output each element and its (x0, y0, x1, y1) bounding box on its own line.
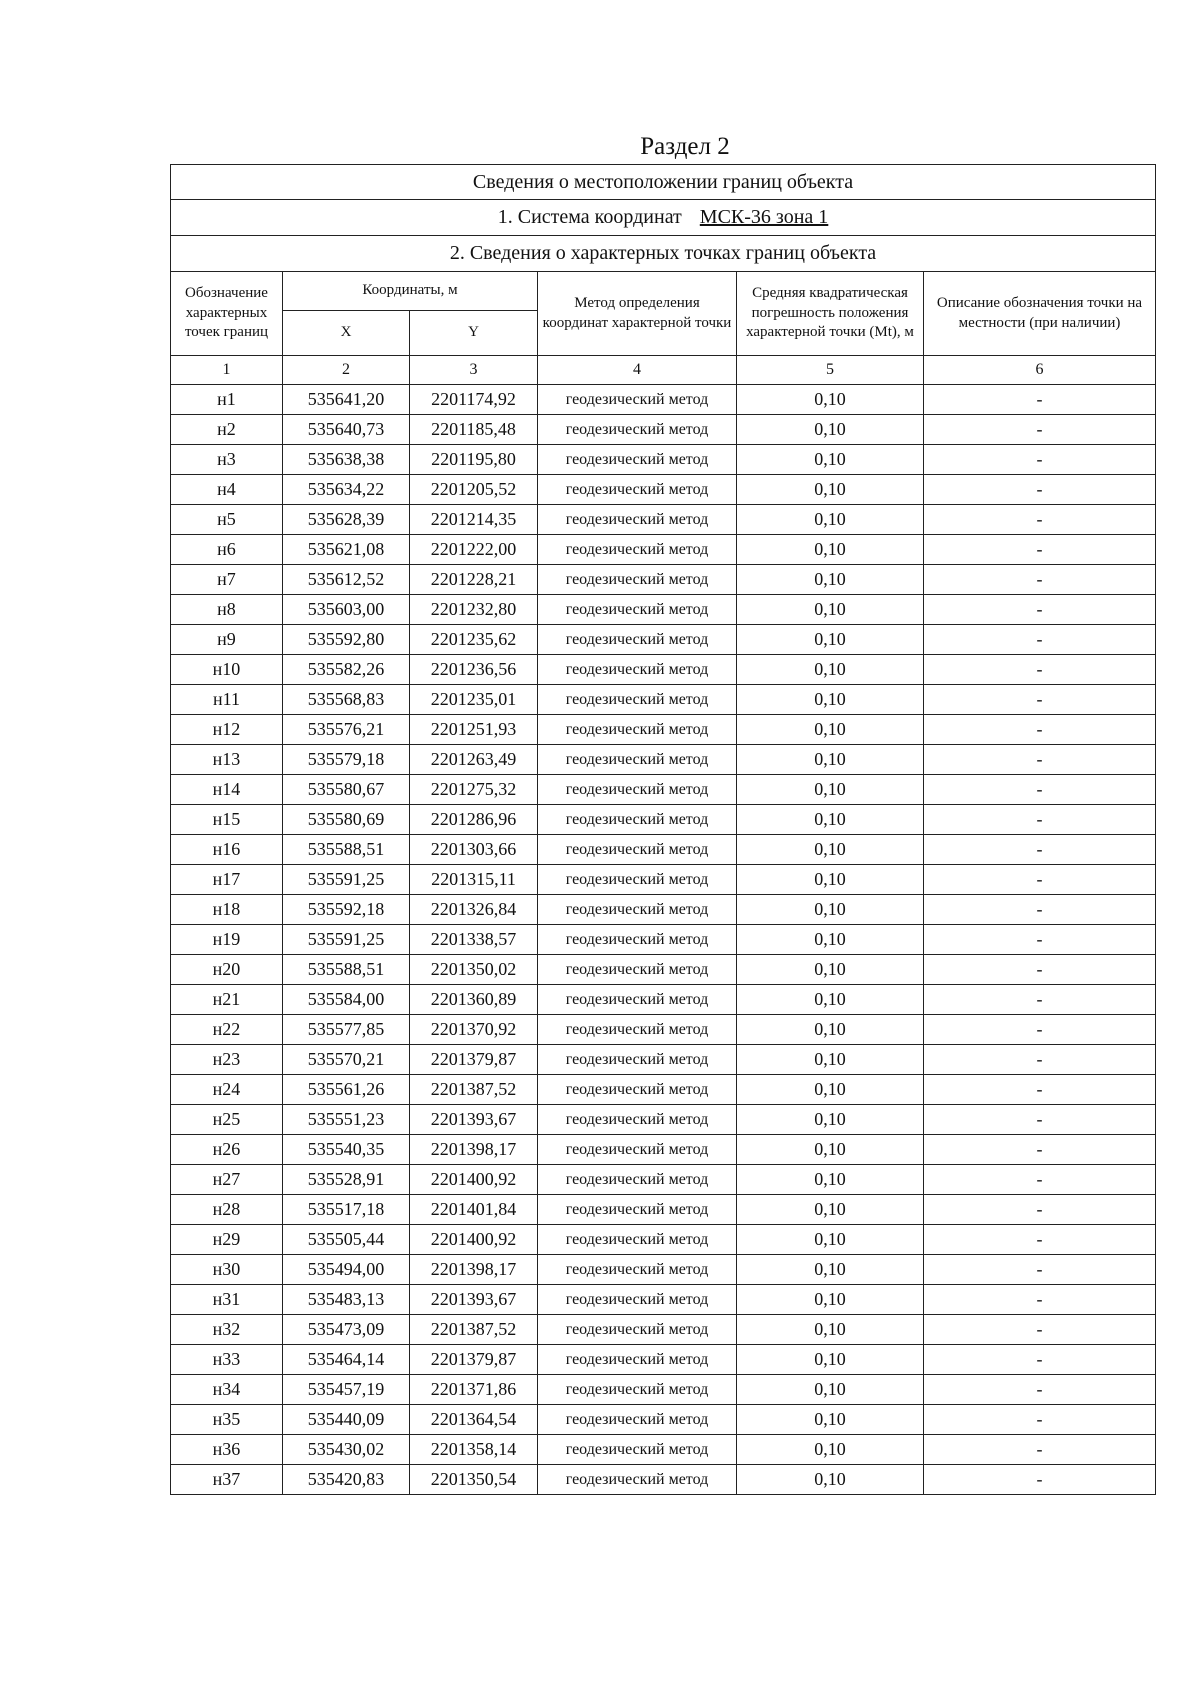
coord-y: 2201263,49 (410, 745, 538, 775)
coord-y: 2201400,92 (410, 1165, 538, 1195)
point-description: - (924, 385, 1156, 415)
coord-system-label: 1. Система координат (497, 206, 682, 228)
coord-y: 2201236,56 (410, 655, 538, 685)
point-id: н2 (171, 415, 283, 445)
table-row (171, 1165, 1156, 1195)
table-row (171, 1045, 1156, 1075)
table-row (171, 1255, 1156, 1285)
point-description: - (924, 595, 1156, 625)
table-row (171, 1225, 1156, 1255)
coord-y: 2201251,93 (410, 715, 538, 745)
point-id: н10 (171, 655, 283, 685)
coord-x: 535570,21 (283, 1045, 410, 1075)
coord-x: 535580,67 (283, 775, 410, 805)
point-id: н19 (171, 925, 283, 955)
point-id: н16 (171, 835, 283, 865)
mt-error: 0,10 (737, 1195, 924, 1225)
header-error: Средняя квадратическая погрешность положения характерной точки (Mt), м (737, 272, 924, 356)
mt-error: 0,10 (737, 895, 924, 925)
table-row (171, 1375, 1156, 1405)
mt-error: 0,10 (737, 1075, 924, 1105)
method: геодезический метод (538, 1465, 737, 1495)
table-title: Сведения о местоположении границ объекта (171, 165, 1156, 200)
point-description: - (924, 1405, 1156, 1435)
mt-error: 0,10 (737, 925, 924, 955)
mt-error: 0,10 (737, 625, 924, 655)
coord-x: 535551,23 (283, 1105, 410, 1135)
column-number: 5 (737, 356, 924, 385)
coord-y: 2201393,67 (410, 1285, 538, 1315)
mt-error: 0,10 (737, 1045, 924, 1075)
column-number: 3 (410, 356, 538, 385)
point-id: н37 (171, 1465, 283, 1495)
point-description: - (924, 1105, 1156, 1135)
coord-x: 535641,20 (283, 385, 410, 415)
coord-x: 535457,19 (283, 1375, 410, 1405)
method: геодезический метод (538, 775, 737, 805)
method: геодезический метод (538, 595, 737, 625)
mt-error: 0,10 (737, 1015, 924, 1045)
coord-y: 2201387,52 (410, 1075, 538, 1105)
mt-error: 0,10 (737, 1135, 924, 1165)
coord-x: 535640,73 (283, 415, 410, 445)
mt-error: 0,10 (737, 865, 924, 895)
coord-x: 535568,83 (283, 685, 410, 715)
method: геодезический метод (538, 1435, 737, 1465)
mt-error: 0,10 (737, 715, 924, 745)
point-description: - (924, 895, 1156, 925)
mt-error: 0,10 (737, 445, 924, 475)
mt-error: 0,10 (737, 415, 924, 445)
coord-system-row (171, 200, 1156, 236)
table-row (171, 685, 1156, 715)
mt-error: 0,10 (737, 1465, 924, 1495)
table-row (171, 1195, 1156, 1225)
coord-x: 535592,80 (283, 625, 410, 655)
coord-x: 535582,26 (283, 655, 410, 685)
coord-y: 2201338,57 (410, 925, 538, 955)
coord-y: 2201205,52 (410, 475, 538, 505)
point-id: н26 (171, 1135, 283, 1165)
point-description: - (924, 1255, 1156, 1285)
point-id: н29 (171, 1225, 283, 1255)
mt-error: 0,10 (737, 475, 924, 505)
coord-y: 2201387,52 (410, 1315, 538, 1345)
point-id: н34 (171, 1375, 283, 1405)
method: геодезический метод (538, 535, 737, 565)
table-row (171, 835, 1156, 865)
coord-x: 535579,18 (283, 745, 410, 775)
point-description: - (924, 865, 1156, 895)
point-description: - (924, 625, 1156, 655)
point-description: - (924, 1225, 1156, 1255)
header-designation: Обозначение характерных точек границ (171, 272, 283, 356)
column-number: 4 (538, 356, 737, 385)
point-id: н12 (171, 715, 283, 745)
point-id: н18 (171, 895, 283, 925)
method: геодезический метод (538, 1375, 737, 1405)
coord-x: 535483,13 (283, 1285, 410, 1315)
header-coords: Координаты, м (283, 272, 538, 311)
coord-y: 2201371,86 (410, 1375, 538, 1405)
coord-x: 535628,39 (283, 505, 410, 535)
mt-error: 0,10 (737, 985, 924, 1015)
coord-x: 535592,18 (283, 895, 410, 925)
method: геодезический метод (538, 1015, 737, 1045)
point-description: - (924, 535, 1156, 565)
method: геодезический метод (538, 865, 737, 895)
point-description: - (924, 445, 1156, 475)
coord-x: 535584,00 (283, 985, 410, 1015)
mt-error: 0,10 (737, 955, 924, 985)
method: геодезический метод (538, 835, 737, 865)
point-id: н21 (171, 985, 283, 1015)
point-id: н14 (171, 775, 283, 805)
method: геодезический метод (538, 685, 737, 715)
coord-y: 2201222,00 (410, 535, 538, 565)
column-numbers-row (171, 356, 1156, 385)
point-id: н28 (171, 1195, 283, 1225)
method: геодезический метод (538, 655, 737, 685)
mt-error: 0,10 (737, 385, 924, 415)
point-id: н6 (171, 535, 283, 565)
point-description: - (924, 925, 1156, 955)
mt-error: 0,10 (737, 1345, 924, 1375)
coord-y: 2201303,66 (410, 835, 538, 865)
coord-y: 2201326,84 (410, 895, 538, 925)
mt-error: 0,10 (737, 1105, 924, 1135)
table-row (171, 1435, 1156, 1465)
table-title-row (171, 165, 1156, 200)
column-number: 6 (924, 356, 1156, 385)
table-row (171, 805, 1156, 835)
point-id: н22 (171, 1015, 283, 1045)
point-description: - (924, 745, 1156, 775)
point-description: - (924, 805, 1156, 835)
mt-error: 0,10 (737, 595, 924, 625)
method: геодезический метод (538, 1345, 737, 1375)
coord-x: 535420,83 (283, 1465, 410, 1495)
point-description: - (924, 1075, 1156, 1105)
mt-error: 0,10 (737, 1255, 924, 1285)
method: геодезический метод (538, 1045, 737, 1075)
method: геодезический метод (538, 925, 737, 955)
method: геодезический метод (538, 955, 737, 985)
coord-y: 2201400,92 (410, 1225, 538, 1255)
coord-y: 2201360,89 (410, 985, 538, 1015)
method: геодезический метод (538, 1405, 737, 1435)
coord-x: 535634,22 (283, 475, 410, 505)
table-row (171, 505, 1156, 535)
mt-error: 0,10 (737, 685, 924, 715)
method: геодезический метод (538, 1285, 737, 1315)
method: геодезический метод (538, 1135, 737, 1165)
table-row (171, 775, 1156, 805)
coord-y: 2201401,84 (410, 1195, 538, 1225)
coord-y: 2201174,92 (410, 385, 538, 415)
table-row (171, 385, 1156, 415)
method: геодезический метод (538, 985, 737, 1015)
point-description: - (924, 1315, 1156, 1345)
header-y: Y (410, 311, 538, 356)
table-row (171, 1075, 1156, 1105)
mt-error: 0,10 (737, 1225, 924, 1255)
point-description: - (924, 1045, 1156, 1075)
table-row (171, 1315, 1156, 1345)
table-row (171, 865, 1156, 895)
method: геодезический метод (538, 385, 737, 415)
coord-y: 2201214,35 (410, 505, 538, 535)
point-id: н1 (171, 385, 283, 415)
coord-y: 2201275,32 (410, 775, 538, 805)
mt-error: 0,10 (737, 1165, 924, 1195)
table-row (171, 895, 1156, 925)
header-description: Описание обозначения точки на местности (при наличии) (924, 272, 1156, 356)
points-heading: 2. Сведения о характерных точках границ объекта (171, 236, 1156, 272)
coord-system-value: МСК-36 зона 1 (699, 206, 829, 228)
coord-y: 2201379,87 (410, 1345, 538, 1375)
point-description: - (924, 475, 1156, 505)
column-number: 1 (171, 356, 283, 385)
coord-y: 2201364,54 (410, 1405, 538, 1435)
coord-x: 535430,02 (283, 1435, 410, 1465)
point-id: н20 (171, 955, 283, 985)
point-id: н24 (171, 1075, 283, 1105)
coord-y: 2201232,80 (410, 595, 538, 625)
method: геодезический метод (538, 1165, 737, 1195)
coord-x: 535473,09 (283, 1315, 410, 1345)
point-description: - (924, 835, 1156, 865)
point-id: н32 (171, 1315, 283, 1345)
point-description: - (924, 985, 1156, 1015)
mt-error: 0,10 (737, 565, 924, 595)
coord-y: 2201398,17 (410, 1135, 538, 1165)
header-method: Метод определения координат характерной точки (538, 272, 737, 356)
table-row (171, 655, 1156, 685)
coord-x: 535580,69 (283, 805, 410, 835)
point-description: - (924, 775, 1156, 805)
table-row (171, 925, 1156, 955)
method: геодезический метод (538, 505, 737, 535)
coord-x: 535494,00 (283, 1255, 410, 1285)
mt-error: 0,10 (737, 805, 924, 835)
point-id: н25 (171, 1105, 283, 1135)
table-row (171, 955, 1156, 985)
mt-error: 0,10 (737, 1315, 924, 1345)
table-row (171, 745, 1156, 775)
point-description: - (924, 955, 1156, 985)
point-description: - (924, 1285, 1156, 1315)
coord-y: 2201358,14 (410, 1435, 538, 1465)
point-description: - (924, 1015, 1156, 1045)
header-row (171, 272, 1156, 311)
point-description: - (924, 685, 1156, 715)
point-id: н9 (171, 625, 283, 655)
coord-x: 535577,85 (283, 1015, 410, 1045)
coord-y: 2201315,11 (410, 865, 538, 895)
point-id: н35 (171, 1405, 283, 1435)
point-description: - (924, 715, 1156, 745)
method: геодезический метод (538, 1105, 737, 1135)
method: геодезический метод (538, 1255, 737, 1285)
point-id: н4 (171, 475, 283, 505)
method: геодезический метод (538, 1075, 737, 1105)
coord-x: 535621,08 (283, 535, 410, 565)
coord-y: 2201350,02 (410, 955, 538, 985)
coord-y: 2201195,80 (410, 445, 538, 475)
mt-error: 0,10 (737, 1405, 924, 1435)
point-id: н17 (171, 865, 283, 895)
coord-x: 535591,25 (283, 925, 410, 955)
method: геодезический метод (538, 1315, 737, 1345)
method: геодезический метод (538, 1195, 737, 1225)
point-description: - (924, 1465, 1156, 1495)
coord-y: 2201228,21 (410, 565, 538, 595)
method: геодезический метод (538, 445, 737, 475)
coord-y: 2201286,96 (410, 805, 538, 835)
point-description: - (924, 1375, 1156, 1405)
mt-error: 0,10 (737, 1435, 924, 1465)
header-x: X (283, 311, 410, 356)
table-row (171, 415, 1156, 445)
coord-x: 535540,35 (283, 1135, 410, 1165)
coord-x: 535588,51 (283, 835, 410, 865)
point-id: н5 (171, 505, 283, 535)
point-id: н8 (171, 595, 283, 625)
point-description: - (924, 565, 1156, 595)
coord-x: 535517,18 (283, 1195, 410, 1225)
point-id: н13 (171, 745, 283, 775)
mt-error: 0,10 (737, 1375, 924, 1405)
coord-y: 2201379,87 (410, 1045, 538, 1075)
table-row (171, 1345, 1156, 1375)
point-id: н33 (171, 1345, 283, 1375)
table-row (171, 475, 1156, 505)
point-id: н31 (171, 1285, 283, 1315)
table-row (171, 565, 1156, 595)
coord-y: 2201185,48 (410, 415, 538, 445)
table-row (171, 535, 1156, 565)
point-id: н15 (171, 805, 283, 835)
method: геодезический метод (538, 895, 737, 925)
method: геодезический метод (538, 715, 737, 745)
point-description: - (924, 1345, 1156, 1375)
method: геодезический метод (538, 805, 737, 835)
point-description: - (924, 1435, 1156, 1465)
table-row (171, 1285, 1156, 1315)
point-description: - (924, 1165, 1156, 1195)
mt-error: 0,10 (737, 535, 924, 565)
mt-error: 0,10 (737, 505, 924, 535)
coord-y: 2201393,67 (410, 1105, 538, 1135)
coord-x: 535576,21 (283, 715, 410, 745)
point-id: н11 (171, 685, 283, 715)
point-id: н27 (171, 1165, 283, 1195)
section-title: Раздел 2 (640, 133, 730, 160)
coord-x: 535505,44 (283, 1225, 410, 1255)
point-id: н7 (171, 565, 283, 595)
coord-y: 2201350,54 (410, 1465, 538, 1495)
mt-error: 0,10 (737, 775, 924, 805)
coord-x: 535561,26 (283, 1075, 410, 1105)
table-row (171, 1105, 1156, 1135)
coord-x: 535528,91 (283, 1165, 410, 1195)
table-row (171, 1465, 1156, 1495)
points-heading-row (171, 236, 1156, 272)
table-row (171, 595, 1156, 625)
method: геодезический метод (538, 745, 737, 775)
boundary-points-table (170, 164, 1156, 1495)
coord-y: 2201370,92 (410, 1015, 538, 1045)
point-description: - (924, 655, 1156, 685)
coord-x: 535603,00 (283, 595, 410, 625)
point-id: н36 (171, 1435, 283, 1465)
mt-error: 0,10 (737, 655, 924, 685)
point-id: н3 (171, 445, 283, 475)
method: геодезический метод (538, 625, 737, 655)
table-row (171, 445, 1156, 475)
point-description: - (924, 1195, 1156, 1225)
mt-error: 0,10 (737, 835, 924, 865)
table-row (171, 715, 1156, 745)
coord-y: 2201235,62 (410, 625, 538, 655)
method: геодезический метод (538, 1225, 737, 1255)
method: геодезический метод (538, 415, 737, 445)
table-row (171, 1015, 1156, 1045)
table-row (171, 1405, 1156, 1435)
coord-x: 535612,52 (283, 565, 410, 595)
coord-x: 535440,09 (283, 1405, 410, 1435)
coord-x: 535588,51 (283, 955, 410, 985)
table-row (171, 985, 1156, 1015)
point-description: - (924, 1135, 1156, 1165)
mt-error: 0,10 (737, 1285, 924, 1315)
coord-y: 2201235,01 (410, 685, 538, 715)
method: геодезический метод (538, 565, 737, 595)
point-description: - (924, 505, 1156, 535)
point-id: н30 (171, 1255, 283, 1285)
point-description: - (924, 415, 1156, 445)
coord-y: 2201398,17 (410, 1255, 538, 1285)
mt-error: 0,10 (737, 745, 924, 775)
coord-x: 535464,14 (283, 1345, 410, 1375)
coord-x: 535591,25 (283, 865, 410, 895)
method: геодезический метод (538, 475, 737, 505)
point-id: н23 (171, 1045, 283, 1075)
table-row (171, 625, 1156, 655)
coord-x: 535638,38 (283, 445, 410, 475)
table-row (171, 1135, 1156, 1165)
column-number: 2 (283, 356, 410, 385)
